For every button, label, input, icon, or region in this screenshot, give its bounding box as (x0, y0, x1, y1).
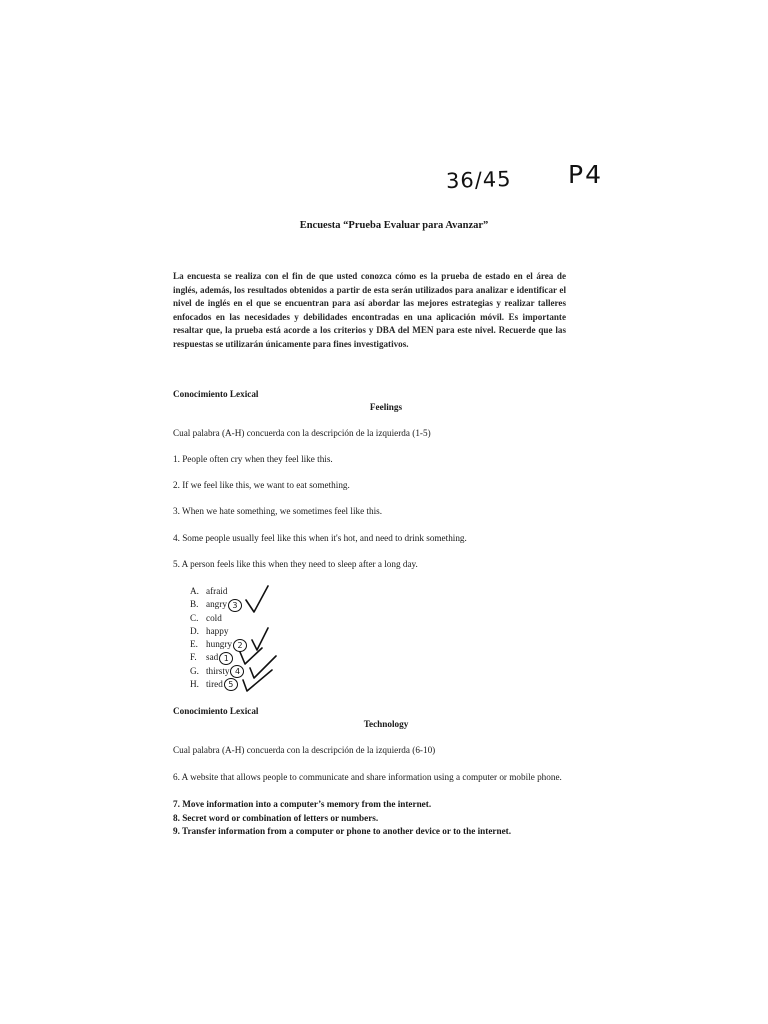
option-letter: G. (190, 665, 199, 676)
question-8: 8. Secret word or combination of letters or numbers. (173, 813, 379, 823)
question-9: 9. Transfer information from a computer or phone to another device or to the internet. (173, 826, 512, 836)
option-c (190, 612, 247, 625)
answer-options (190, 585, 247, 691)
handwritten-circled-number: 3 (228, 599, 242, 612)
option-word: hungry (206, 639, 233, 650)
option-f (190, 651, 247, 664)
option-word: thirsty (206, 665, 230, 676)
check-mark-thirsty (250, 656, 276, 678)
option-word: sad (206, 652, 219, 663)
question-5: 5. A person feels like this when they need to sleep after a long day. (173, 559, 418, 569)
option-letter: E. (190, 639, 198, 650)
option-h (190, 678, 247, 691)
option-letter: C. (190, 612, 199, 623)
option-g (190, 665, 247, 678)
option-letter: A. (190, 586, 199, 596)
question-6: 6. A website that allows people to communicate and share information using a computer or mobile phone. (173, 772, 562, 782)
option-word: cold (206, 612, 222, 623)
question-7: 7. Move information into a computer’s memory from the internet. (173, 799, 432, 809)
intro-paragraph: La encuesta se realiza con el fin de que usted conozca cómo es la prueba de estado en el área de inglés, además, los resultados obtenidos a partir de esta serán utilizados para analizar e identificar el nivel de inglés en el que se encuentran para así abordar las mejores estrategias y realizar talleres enfocados en las necesidades y debilidades encontradas en una aplicación móvil. Es importante resaltar que, la prueba está acorde a los criterios y DBA del MEN para este nivel. Recuerde que las respuestas se utilizarán únicamente para fines investigativos. (173, 271, 566, 349)
check-mark-hungry (252, 628, 268, 650)
question-2: 2. If we feel like this, we want to eat something. (173, 480, 350, 490)
option-word: happy (206, 625, 229, 636)
handwritten-circled-number: 4 (230, 665, 244, 678)
option-b (190, 598, 247, 611)
option-word: afraid (206, 586, 228, 596)
option-e (190, 638, 247, 651)
option-letter: H. (190, 679, 199, 690)
question-1: 1. People often cry when they feel like this. (173, 454, 333, 464)
option-letter: B. (190, 599, 199, 610)
check-mark-tired (243, 670, 272, 691)
check-mark-angry (246, 586, 268, 612)
handwritten-circled-number: 2 (233, 639, 247, 652)
section2-instruction: Cual palabra (A-H) concuerda con la descripción de la izquierda (6-10) (173, 745, 436, 755)
section1-topic: Feelings (369, 402, 403, 412)
option-letter: D. (190, 625, 199, 636)
section2-topic: Technology (363, 719, 409, 729)
document-title: Encuesta “Prueba Evaluar para Avanzar” (299, 220, 489, 231)
option-d (190, 625, 247, 638)
handwritten-score: 36/45 (445, 166, 512, 194)
question-3: 3. When we hate something, we sometimes feel like this. (173, 506, 383, 516)
option-word: tired (206, 679, 223, 690)
question-4: 4. Some people usually feel like this when it's hot, and need to drink something. (173, 533, 467, 543)
option-letter: F. (190, 652, 197, 663)
section2-heading: Conocimiento Lexical (173, 706, 259, 716)
option-a (190, 585, 247, 598)
handwritten-circled-number: 1 (219, 652, 233, 665)
handwritten-circled-number: 5 (224, 678, 238, 691)
handwritten-page-code: P4 (568, 160, 603, 189)
option-word: angry (206, 599, 227, 610)
section1-instruction: Cual palabra (A-H) concuerda con la descripción de la izquierda (1-5) (173, 428, 431, 438)
section1-heading: Conocimiento Lexical (173, 389, 259, 399)
